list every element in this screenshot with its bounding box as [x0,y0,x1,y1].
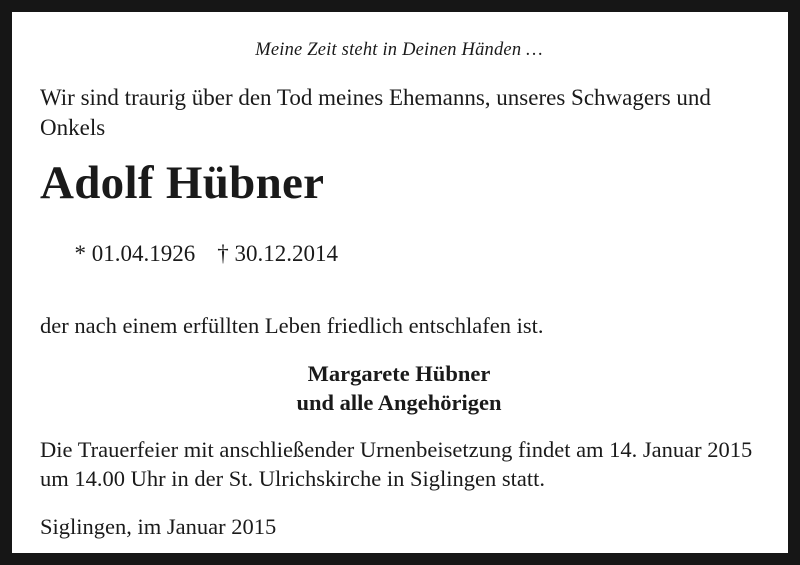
motto-text: Meine Zeit steht in Deinen Händen … [255,40,543,60]
family-line-1: Margarete Hübner [307,360,491,386]
family-signature [40,359,758,418]
after-name-text: der nach einem erfüllten Leben friedlich entschlafen ist. [40,313,544,339]
birth-date: * 01.04.1926 [74,241,196,267]
deceased-dates [40,215,758,293]
obituary-content [12,12,788,553]
place-and-date-text: Siglingen, im Januar 2015 [40,513,277,539]
family-line-2: und alle Angehörigen [296,389,502,415]
ceremony-text: Die Trauerfeier mit anschließender Urnenbeisetzung findet am 14. Januar 2015 um 14.00 Uhr in der St. Ulrichskirche in Siglingen statt. [40,437,753,492]
deceased-name: Adolf Hübner [40,156,325,209]
intro-text: Wir sind traurig über den Tod meines Ehemanns, unseres Schwagers und Onkels [40,85,711,140]
death-date: † 30.12.2014 [217,241,338,267]
